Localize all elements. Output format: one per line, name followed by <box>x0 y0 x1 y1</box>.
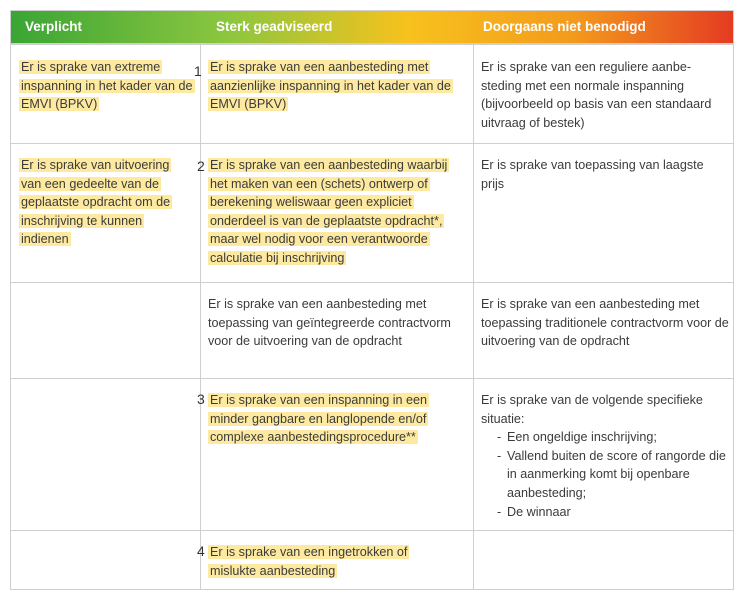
cell-sterk-5: Er is sprake van een ingetrokken of mislukte aanbesteding <box>210 545 408 578</box>
row-divider <box>11 143 733 144</box>
header-verplicht: Verplicht <box>25 19 83 34</box>
list-item: - De winnaar <box>497 503 729 522</box>
column-divider <box>200 45 201 589</box>
cell-verplicht-2: Er is sprake van uitvoering van een gedeelte van de geplaatste opdracht om de inschrijving te kunnen indienen <box>21 158 171 247</box>
cell-sterk-4: Er is sprake van een inspanning in een minder gangbare en langlopende en/of complexe aanbestedingsprocedure** <box>210 393 428 445</box>
cell-sterk-3: Er is sprake van een aanbesteding met toepassing van geïntegreerde contractvorm voor de uitvoering van de opdracht <box>208 297 451 349</box>
cell-niet-1: Er is sprake van een reguliere aanbe- steding met een normale inspanning (bijvoorbeeld op basis van een standaard uitvraag of bestek) <box>481 60 712 130</box>
row-divider <box>11 378 733 379</box>
row-number-3: 3 <box>197 391 205 407</box>
table-header <box>10 10 734 44</box>
row-divider <box>11 282 733 283</box>
table-body <box>10 44 734 590</box>
list-item: - Een ongeldige inschrijving; <box>497 428 729 447</box>
cell-niet-3: Er is sprake van een aanbesteding met toepassing traditionele contractvorm voor de uitvoering van de opdracht <box>481 297 729 349</box>
cell-niet-2: Er is sprake van toepassing van laagste prijs <box>481 158 704 191</box>
niet-intro: Er is sprake van de volgende specifieke situatie: <box>481 393 703 426</box>
cell-sterk-2: Er is sprake van een aanbesteding waarbij het maken van een (schets) ontwerp of berekening weliswaar geen expliciet onderdeel is van de geplaatste opdracht*, maar wel nodig voor een verantwoorde calculatie bij inschrijving <box>210 158 448 265</box>
cell-verplicht-1: Er is sprake van extreme inspanning in het kader van de EMVI (BPKV) <box>21 60 193 112</box>
row-number-1: 1 <box>194 63 202 79</box>
table-row <box>208 543 428 580</box>
table-row <box>19 58 193 114</box>
table-row <box>208 391 466 447</box>
table-row <box>208 156 466 268</box>
row-number-2: 2 <box>197 158 205 174</box>
situation-list <box>481 428 729 521</box>
header-sterk-geadviseerd: Sterk geadviseerd <box>216 19 333 34</box>
criteria-table <box>10 10 734 590</box>
table-row <box>208 58 466 114</box>
table-row <box>19 156 193 249</box>
list-item: - Vallend buiten de score of rangorde die in aanmerking komt bij openbare aanbesteding; <box>497 447 729 503</box>
cell-sterk-1: Er is sprake van een aanbesteding met aanzienlijke inspanning in het kader van de EMVI (BPKV) <box>210 60 451 112</box>
cell-niet-4 <box>481 391 729 521</box>
column-divider <box>473 45 474 589</box>
row-number-4: 4 <box>197 543 205 559</box>
row-divider <box>11 530 733 531</box>
header-doorgaans-niet-benodigd: Doorgaans niet benodigd <box>483 19 646 34</box>
